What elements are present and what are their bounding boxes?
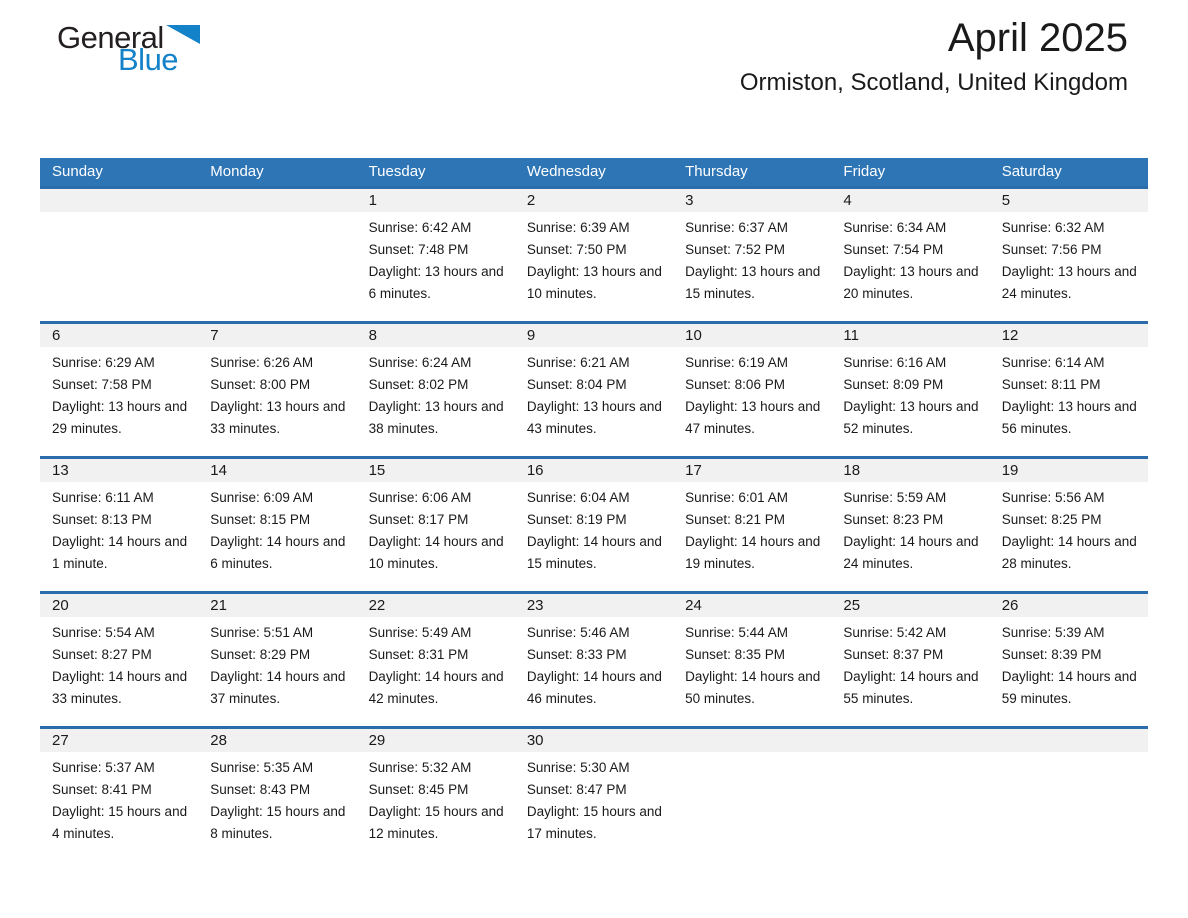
sunset-text: Sunset: 8:23 PM — [843, 512, 944, 527]
daylight-text: Daylight: 14 hours and 55 minutes. — [843, 669, 979, 706]
day-number: 9 — [515, 324, 673, 347]
day-number: 15 — [357, 459, 515, 482]
day-number: 4 — [831, 189, 989, 212]
week-row — [40, 726, 1148, 861]
day-details — [198, 212, 356, 217]
day-cell — [990, 324, 1148, 456]
sunset-text: Sunset: 7:54 PM — [843, 242, 944, 257]
sunrise-text: Sunrise: 5:56 AM — [1001, 490, 1105, 505]
sunset-text: Sunset: 8:37 PM — [843, 647, 944, 662]
sunset-text: Sunset: 7:56 PM — [1001, 242, 1102, 257]
daylight-text: Daylight: 14 hours and 46 minutes. — [526, 669, 662, 706]
day-details — [198, 482, 356, 575]
day-cell — [40, 324, 198, 456]
sunset-text: Sunset: 8:45 PM — [368, 782, 469, 797]
sunrise-text: Sunrise: 6:14 AM — [1001, 355, 1105, 370]
sunset-text: Sunset: 8:17 PM — [368, 512, 469, 527]
day-number: 13 — [40, 459, 198, 482]
day-cell — [831, 729, 989, 861]
day-number: 25 — [831, 594, 989, 617]
day-number: 27 — [40, 729, 198, 752]
daylight-text: Daylight: 14 hours and 42 minutes. — [368, 669, 504, 706]
logo-triangle-icon — [166, 24, 200, 44]
day-details — [357, 347, 515, 440]
day-details — [673, 752, 831, 757]
sunrise-text: Sunrise: 6:16 AM — [843, 355, 947, 370]
daylight-text: Daylight: 14 hours and 59 minutes. — [1001, 669, 1137, 706]
day-cell — [515, 324, 673, 456]
day-details — [515, 617, 673, 710]
sunset-text: Sunset: 8:06 PM — [685, 377, 785, 392]
day-cell — [515, 594, 673, 726]
day-number — [198, 189, 356, 212]
sunrise-text: Sunrise: 5:44 AM — [685, 625, 788, 640]
daylight-text: Daylight: 13 hours and 43 minutes. — [526, 399, 662, 436]
page-title: April 2025 — [947, 16, 1128, 60]
day-number: 2 — [515, 189, 673, 212]
day-number: 23 — [515, 594, 673, 617]
day-cell — [831, 594, 989, 726]
weekday-saturday: Saturday — [1001, 163, 1062, 180]
day-details — [990, 212, 1148, 305]
day-cell — [673, 324, 831, 456]
day-cell — [40, 594, 198, 726]
day-cell — [357, 189, 515, 321]
day-number — [673, 729, 831, 752]
day-details — [831, 212, 989, 305]
day-details — [40, 752, 198, 845]
sunset-text: Sunset: 8:39 PM — [1001, 647, 1102, 662]
weekday-sunday: Sunday — [52, 163, 103, 180]
daylight-text: Daylight: 14 hours and 10 minutes. — [368, 534, 504, 571]
sunrise-text: Sunrise: 6:04 AM — [526, 490, 630, 505]
sunset-text: Sunset: 7:52 PM — [685, 242, 785, 257]
day-number: 22 — [357, 594, 515, 617]
day-details — [40, 347, 198, 440]
sunrise-text: Sunrise: 6:01 AM — [685, 490, 788, 505]
day-cell — [990, 729, 1148, 861]
day-details — [357, 482, 515, 575]
daylight-text: Daylight: 14 hours and 15 minutes. — [526, 534, 662, 571]
sunset-text: Sunset: 8:35 PM — [685, 647, 785, 662]
day-details — [198, 347, 356, 440]
daylight-text: Daylight: 13 hours and 47 minutes. — [685, 399, 821, 436]
day-cell — [515, 459, 673, 591]
sunrise-text: Sunrise: 5:42 AM — [843, 625, 947, 640]
daylight-text: Daylight: 14 hours and 37 minutes. — [210, 669, 346, 706]
day-number: 20 — [40, 594, 198, 617]
daylight-text: Daylight: 15 hours and 4 minutes. — [52, 804, 188, 841]
sunset-text: Sunset: 8:25 PM — [1001, 512, 1102, 527]
sunrise-text: Sunrise: 6:32 AM — [1001, 220, 1105, 235]
daylight-text: Daylight: 13 hours and 24 minutes. — [1001, 264, 1137, 301]
daylight-text: Daylight: 14 hours and 19 minutes. — [685, 534, 821, 571]
sunset-text: Sunset: 8:15 PM — [210, 512, 311, 527]
sunset-text: Sunset: 8:33 PM — [526, 647, 627, 662]
day-details — [673, 347, 831, 440]
sunset-text: Sunset: 7:48 PM — [368, 242, 469, 257]
day-number: 7 — [198, 324, 356, 347]
day-details — [831, 752, 989, 757]
calendar-weeks — [40, 186, 1148, 861]
day-number: 3 — [673, 189, 831, 212]
calendar-table — [40, 158, 1148, 861]
day-details — [831, 482, 989, 575]
weekday-header-row — [40, 158, 1148, 186]
sunset-text: Sunset: 8:04 PM — [526, 377, 627, 392]
day-number: 1 — [357, 189, 515, 212]
day-details — [515, 752, 673, 845]
day-cell — [673, 729, 831, 861]
sunset-text: Sunset: 8:43 PM — [210, 782, 311, 797]
day-number: 14 — [198, 459, 356, 482]
sunset-text: Sunset: 8:27 PM — [52, 647, 152, 662]
day-cell — [198, 594, 356, 726]
day-number: 26 — [990, 594, 1148, 617]
day-details — [515, 482, 673, 575]
day-cell — [990, 459, 1148, 591]
page-header — [40, 0, 1148, 158]
day-cell — [990, 189, 1148, 321]
sunset-text: Sunset: 8:00 PM — [210, 377, 311, 392]
sunrise-text: Sunrise: 5:51 AM — [210, 625, 314, 640]
sunset-text: Sunset: 8:11 PM — [1001, 377, 1101, 392]
sunset-text: Sunset: 8:41 PM — [52, 782, 152, 797]
weekday-monday: Monday — [210, 163, 264, 180]
sunset-text: Sunset: 8:13 PM — [52, 512, 152, 527]
week-row — [40, 321, 1148, 456]
day-cell — [990, 594, 1148, 726]
sunrise-text: Sunrise: 6:42 AM — [368, 220, 472, 235]
day-details — [40, 617, 198, 710]
day-details — [357, 212, 515, 305]
day-cell — [357, 594, 515, 726]
day-cell — [357, 324, 515, 456]
sunrise-text: Sunrise: 5:54 AM — [52, 625, 155, 640]
sunrise-text: Sunrise: 5:46 AM — [526, 625, 630, 640]
sunrise-text: Sunrise: 5:35 AM — [210, 760, 314, 775]
day-details — [198, 617, 356, 710]
daylight-text: Daylight: 14 hours and 50 minutes. — [685, 669, 821, 706]
day-details — [990, 617, 1148, 710]
day-details — [990, 347, 1148, 440]
sunset-text: Sunset: 7:58 PM — [52, 377, 152, 392]
day-cell — [198, 459, 356, 591]
day-details — [673, 482, 831, 575]
day-details — [357, 617, 515, 710]
sunrise-text: Sunrise: 6:19 AM — [685, 355, 788, 370]
daylight-text: Daylight: 13 hours and 38 minutes. — [368, 399, 504, 436]
weekday-friday: Friday — [843, 163, 886, 180]
day-details — [831, 347, 989, 440]
daylight-text: Daylight: 15 hours and 17 minutes. — [526, 804, 662, 841]
day-number: 11 — [831, 324, 989, 347]
daylight-text: Daylight: 13 hours and 29 minutes. — [52, 399, 188, 436]
day-cell — [515, 189, 673, 321]
daylight-text: Daylight: 13 hours and 6 minutes. — [368, 264, 504, 301]
day-details — [515, 212, 673, 305]
day-details — [990, 752, 1148, 757]
day-number: 30 — [515, 729, 673, 752]
day-cell — [515, 729, 673, 861]
day-number: 28 — [198, 729, 356, 752]
weekday-wednesday: Wednesday — [526, 163, 606, 180]
day-details — [198, 752, 356, 845]
sunrise-text: Sunrise: 5:49 AM — [368, 625, 472, 640]
day-number: 19 — [990, 459, 1148, 482]
sunrise-text: Sunrise: 6:39 AM — [526, 220, 630, 235]
daylight-text: Daylight: 13 hours and 33 minutes. — [210, 399, 346, 436]
day-cell — [357, 729, 515, 861]
day-details — [673, 617, 831, 710]
sunrise-text: Sunrise: 5:32 AM — [368, 760, 472, 775]
daylight-text: Daylight: 13 hours and 10 minutes. — [526, 264, 662, 301]
day-number: 18 — [831, 459, 989, 482]
sunrise-text: Sunrise: 6:24 AM — [368, 355, 472, 370]
day-number: 16 — [515, 459, 673, 482]
day-details — [990, 482, 1148, 575]
day-cell — [357, 459, 515, 591]
sunrise-text: Sunrise: 6:37 AM — [685, 220, 788, 235]
day-cell — [831, 324, 989, 456]
day-cell — [198, 729, 356, 861]
sunrise-text: Sunrise: 6:34 AM — [843, 220, 947, 235]
day-number — [40, 189, 198, 212]
sunrise-text: Sunrise: 5:30 AM — [526, 760, 630, 775]
sunset-text: Sunset: 8:31 PM — [368, 647, 469, 662]
general-blue-logo — [57, 22, 200, 75]
daylight-text: Daylight: 14 hours and 33 minutes. — [52, 669, 188, 706]
day-number — [831, 729, 989, 752]
daylight-text: Daylight: 14 hours and 28 minutes. — [1001, 534, 1137, 571]
sunrise-text: Sunrise: 5:37 AM — [52, 760, 155, 775]
week-row — [40, 186, 1148, 321]
day-details — [515, 347, 673, 440]
daylight-text: Daylight: 14 hours and 6 minutes. — [210, 534, 346, 571]
sunrise-text: Sunrise: 6:21 AM — [526, 355, 630, 370]
daylight-text: Daylight: 15 hours and 8 minutes. — [210, 804, 346, 841]
sunset-text: Sunset: 7:50 PM — [526, 242, 627, 257]
sunset-text: Sunset: 8:19 PM — [526, 512, 627, 527]
daylight-text: Daylight: 13 hours and 20 minutes. — [843, 264, 979, 301]
day-details — [40, 482, 198, 575]
daylight-text: Daylight: 13 hours and 15 minutes. — [685, 264, 821, 301]
sunrise-text: Sunrise: 6:11 AM — [52, 490, 154, 505]
day-number: 21 — [198, 594, 356, 617]
sunrise-text: Sunrise: 5:59 AM — [843, 490, 947, 505]
day-number: 12 — [990, 324, 1148, 347]
day-number: 5 — [990, 189, 1148, 212]
sunrise-text: Sunrise: 6:26 AM — [210, 355, 314, 370]
daylight-text: Daylight: 13 hours and 56 minutes. — [1001, 399, 1137, 436]
day-cell — [40, 189, 198, 321]
day-cell — [40, 729, 198, 861]
day-number: 6 — [40, 324, 198, 347]
daylight-text: Daylight: 14 hours and 1 minute. — [52, 534, 188, 571]
week-row — [40, 591, 1148, 726]
sunrise-text: Sunrise: 6:06 AM — [368, 490, 472, 505]
daylight-text: Daylight: 13 hours and 52 minutes. — [843, 399, 979, 436]
day-cell — [831, 189, 989, 321]
day-cell — [673, 594, 831, 726]
day-cell — [198, 324, 356, 456]
daylight-text: Daylight: 15 hours and 12 minutes. — [368, 804, 504, 841]
title-block — [740, 14, 1128, 97]
week-row — [40, 456, 1148, 591]
day-number — [990, 729, 1148, 752]
sunrise-text: Sunrise: 6:09 AM — [210, 490, 314, 505]
day-details — [40, 212, 198, 217]
sunset-text: Sunset: 8:29 PM — [210, 647, 311, 662]
day-cell — [40, 459, 198, 591]
sunset-text: Sunset: 8:21 PM — [685, 512, 785, 527]
logo-text-blue: Blue — [118, 42, 179, 77]
weekday-tuesday: Tuesday — [368, 163, 426, 180]
day-number: 17 — [673, 459, 831, 482]
day-details — [357, 752, 515, 845]
day-details — [831, 617, 989, 710]
day-details — [673, 212, 831, 305]
day-number: 24 — [673, 594, 831, 617]
logo-text-general: General — [57, 20, 164, 55]
sunrise-text: Sunrise: 6:29 AM — [52, 355, 155, 370]
day-number: 29 — [357, 729, 515, 752]
weekday-thursday: Thursday — [685, 163, 748, 180]
sunrise-text: Sunrise: 5:39 AM — [1001, 625, 1105, 640]
day-cell — [198, 189, 356, 321]
day-number: 8 — [357, 324, 515, 347]
sunset-text: Sunset: 8:47 PM — [526, 782, 627, 797]
sunset-text: Sunset: 8:09 PM — [843, 377, 944, 392]
day-cell — [831, 459, 989, 591]
day-number: 10 — [673, 324, 831, 347]
sunset-text: Sunset: 8:02 PM — [368, 377, 469, 392]
day-cell — [673, 459, 831, 591]
page-subtitle: Ormiston, Scotland, United Kingdom — [739, 69, 1128, 96]
daylight-text: Daylight: 14 hours and 24 minutes. — [843, 534, 979, 571]
day-cell — [673, 189, 831, 321]
